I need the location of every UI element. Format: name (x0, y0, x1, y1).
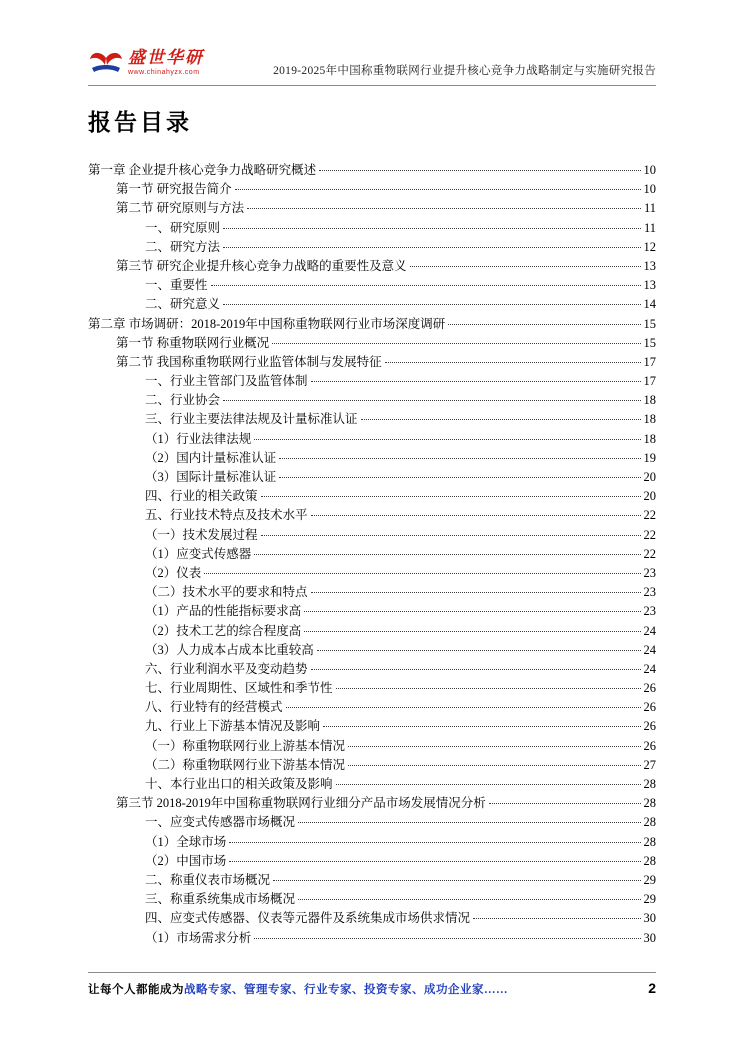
toc-page-number: 22 (643, 546, 656, 561)
toc-page-number: 23 (643, 604, 656, 619)
toc-dot-leader (489, 803, 641, 804)
toc-page-number: 11 (643, 201, 656, 216)
logo-website-url: www.chinahyzx.com (128, 69, 200, 76)
toc-entry-text: 四、应变式传感器、仪表等元器件及系统集成市场供求情况 (145, 911, 471, 926)
toc-page-number: 28 (643, 777, 656, 791)
toc-dot-leader (348, 765, 640, 766)
toc-dot-leader (204, 573, 640, 574)
toc-entry[interactable] (88, 334, 656, 353)
toc-dot-leader (410, 266, 641, 267)
toc-entry[interactable] (88, 679, 656, 698)
toc-page-number: 20 (643, 470, 656, 484)
toc-dot-leader (311, 669, 641, 670)
toc-dot-leader (223, 247, 640, 248)
toc-entry[interactable] (88, 717, 656, 736)
logo-texts (128, 48, 204, 77)
toc-entry-text: 五、行业技术特点及技术水平 (145, 508, 308, 523)
toc-entry[interactable] (88, 161, 656, 180)
page-header (88, 0, 656, 86)
toc-page-number: 28 (643, 815, 656, 830)
toc-dot-leader (279, 458, 640, 459)
toc-entry-text: 三、行业主要法律法规及计量标准认证 (145, 412, 358, 427)
toc-entry-text: （1）应变式传感器 (145, 546, 252, 561)
page-title: 报告目录 (88, 110, 192, 135)
toc-entry-text: （一）技术发展过程 (145, 527, 258, 542)
company-logo (88, 48, 204, 80)
toc-dot-leader (254, 439, 640, 440)
toc-entry[interactable] (88, 756, 656, 775)
toc-entry[interactable] (88, 276, 656, 295)
toc-page-number: 26 (643, 700, 656, 715)
toc-entry-text: （1）行业法律法规 (145, 431, 252, 446)
toc-page-number: 29 (643, 872, 656, 887)
toc-entry-text: 一、行业主管部门及监管体制 (145, 374, 308, 389)
toc-entry-text: （1）产品的性能指标要求高 (145, 604, 302, 619)
report-title: 2019-2025年中国称重物联网行业提升核心竞争力战略制定与实施研究报告 (273, 65, 656, 77)
toc-dot-leader (235, 189, 641, 190)
toc-dot-leader (323, 726, 640, 727)
toc-dot-leader (311, 381, 641, 382)
toc-entry[interactable] (88, 929, 656, 948)
toc-entry-text: 八、行业特有的经营模式 (145, 700, 283, 715)
toc-entry[interactable] (88, 660, 656, 679)
toc-dot-leader (279, 477, 640, 478)
toc-dot-leader (298, 899, 640, 900)
toc-dot-leader (304, 631, 640, 632)
toc-entry-text: 第三节 研究企业提升核心竞争力战略的重要性及意义 (116, 258, 407, 273)
toc-entry-text: （2）仪表 (145, 565, 202, 580)
toc-dot-leader (317, 650, 641, 651)
toc-entry[interactable] (88, 698, 656, 717)
toc-entry-text: 一、研究原则 (145, 220, 221, 235)
toc-dot-leader (254, 938, 640, 939)
toc-page-number: 17 (643, 374, 656, 389)
toc-page-number: 30 (643, 911, 656, 926)
toc-entry[interactable] (88, 180, 656, 199)
toc-entry[interactable] (88, 238, 656, 257)
toc-entry-text: 第二节 研究原则与方法 (116, 201, 245, 216)
toc-entry-text: 一、应变式传感器市场概况 (145, 815, 296, 830)
toc-entry[interactable] (88, 852, 656, 871)
toc-page-number: 13 (643, 258, 656, 273)
toc-entry[interactable] (88, 257, 656, 276)
toc-dot-leader (304, 611, 640, 612)
toc-entry[interactable] (88, 219, 656, 238)
toc-entry-text: 第一节 研究报告简介 (116, 182, 232, 197)
toc-entry[interactable] (88, 545, 656, 564)
toc-entry-text: （二）技术水平的要求和特点 (145, 585, 308, 600)
toc-page-number: 28 (643, 853, 656, 868)
toc-page-number: 20 (643, 489, 656, 504)
toc-page-number: 28 (643, 796, 656, 811)
toc-entry-text: （2）国内计量标准认证 (145, 450, 277, 465)
toc-entry-text: 二、行业协会 (145, 393, 221, 408)
toc-dot-leader (311, 592, 641, 593)
toc-page-number: 24 (643, 623, 656, 638)
toc-page-number: 14 (643, 297, 656, 312)
toc-page-number: 24 (643, 642, 656, 657)
toc-dot-leader (311, 515, 641, 516)
toc-entry[interactable] (88, 641, 656, 660)
toc-page-number: 22 (643, 508, 656, 523)
toc-entry-text: 第二章 市场调研：2018-2019年中国称重物联网行业市场深度调研 (88, 316, 446, 331)
toc-page-number: 24 (643, 661, 656, 676)
toc-dot-leader (286, 707, 641, 708)
footer-slogan-prefix: 让每个人都能成为 (88, 984, 184, 996)
toc-dot-leader (223, 304, 640, 305)
toc-entry[interactable] (88, 391, 656, 410)
toc-entry[interactable] (88, 506, 656, 525)
toc-page-number: 12 (643, 239, 656, 254)
toc-entry[interactable] (88, 871, 656, 890)
toc-entry[interactable] (88, 794, 656, 813)
toc-page-number: 26 (643, 738, 656, 753)
toc-page-number: 28 (643, 834, 656, 849)
logo-book-icon (88, 50, 124, 80)
toc-entry[interactable] (88, 449, 656, 468)
toc-page-number: 10 (643, 182, 656, 197)
toc-dot-leader (211, 285, 641, 286)
toc-dot-leader (473, 918, 640, 919)
toc-entry-text: （3）人力成本占成本比重较高 (145, 642, 314, 657)
toc-page-number: 10 (643, 163, 656, 177)
toc-entry-text: （2）中国市场 (145, 853, 227, 868)
toc-entry[interactable] (88, 372, 656, 391)
toc-dot-leader (319, 170, 640, 171)
toc-entry[interactable] (88, 890, 656, 909)
toc-dot-leader (261, 535, 641, 536)
toc-page-number: 26 (643, 681, 656, 696)
toc-dot-leader (254, 554, 640, 555)
toc-entry[interactable] (88, 583, 656, 602)
toc-page-number: 29 (643, 892, 656, 907)
toc-page-number: 18 (643, 393, 656, 408)
toc-entry-text: （2）技术工艺的综合程度高 (145, 623, 302, 638)
toc-dot-leader (273, 880, 640, 881)
toc-entry[interactable] (88, 737, 656, 756)
logo-company-name: 盛世华研 (128, 48, 204, 67)
toc-entry[interactable] (88, 295, 656, 314)
toc-page-number: 26 (643, 719, 656, 734)
toc-entry[interactable] (88, 909, 656, 928)
toc-page-number: 17 (643, 354, 656, 369)
toc-page-number: 19 (643, 450, 656, 465)
toc-entry-text: 六、行业利润水平及变动趋势 (145, 661, 308, 676)
toc-entry[interactable] (88, 564, 656, 583)
toc-entry[interactable] (88, 775, 656, 794)
page-footer (88, 972, 656, 997)
footer-slogan-highlight: 战略专家、管理专家、行业专家、投资专家、成功企业家…… (184, 984, 508, 996)
toc-entry-text: （一）称重物联网行业上游基本情况 (145, 738, 346, 753)
toc-dot-leader (336, 784, 641, 785)
toc-entry-text: 二、研究方法 (145, 239, 221, 254)
footer-slogan (88, 981, 508, 997)
toc-list (88, 161, 656, 948)
toc-entry-text: （1）市场需求分析 (145, 930, 252, 945)
toc-page-number: 11 (643, 220, 656, 235)
toc-entry-text: 九、行业上下游基本情况及影响 (145, 719, 321, 734)
toc-entry[interactable] (88, 622, 656, 641)
toc-page-number: 30 (643, 930, 656, 945)
toc-dot-leader (336, 688, 641, 689)
toc-entry-text: 第一章 企业提升核心竞争力战略研究概述 (88, 163, 317, 177)
toc-entry-text: （1）全球市场 (145, 834, 227, 849)
toc-page-number: 15 (643, 335, 656, 350)
toc-entry[interactable] (88, 526, 656, 545)
toc-entry-text: 第二节 我国称重物联网行业监管体制与发展特征 (116, 354, 382, 369)
toc-entry-text: 十、本行业出口的相关政策及影响 (145, 777, 333, 791)
toc-entry-text: 七、行业周期性、区域性和季节性 (145, 681, 333, 696)
toc-dot-leader (348, 746, 640, 747)
toc-page-number: 23 (643, 565, 656, 580)
toc-dot-leader (261, 496, 641, 497)
toc-entry[interactable] (88, 315, 656, 334)
toc-page-number: 22 (643, 527, 656, 542)
toc-entry[interactable] (88, 430, 656, 449)
toc-dot-leader (223, 400, 640, 401)
toc-dot-leader (223, 228, 641, 229)
toc-entry-text: 二、称重仪表市场概况 (145, 872, 271, 887)
toc-entry-text: 四、行业的相关政策 (145, 489, 258, 504)
toc-page-number: 27 (643, 757, 656, 772)
page-number: 2 (648, 980, 656, 996)
toc-page-number: 18 (643, 431, 656, 446)
toc-dot-leader (229, 842, 640, 843)
toc-page-number: 15 (643, 316, 656, 331)
toc-entry-text: 第三节 2018-2019年中国称重物联网行业细分产品市场发展情况分析 (116, 796, 486, 811)
toc-entry[interactable] (88, 487, 656, 506)
toc-entry-text: 一、重要性 (145, 278, 208, 293)
toc-dot-leader (448, 324, 640, 325)
toc-entry[interactable] (88, 468, 656, 487)
toc-entry[interactable] (88, 353, 656, 372)
toc-page-number: 23 (643, 585, 656, 600)
toc-entry[interactable] (88, 410, 656, 429)
toc-entry-text: 三、称重系统集成市场概况 (145, 892, 296, 907)
toc-dot-leader (385, 362, 641, 363)
toc-dot-leader (272, 343, 640, 344)
toc-entry[interactable] (88, 813, 656, 832)
toc-dot-leader (247, 208, 641, 209)
toc-entry-text: 第一节 称重物联网行业概况 (116, 335, 270, 350)
toc-dot-leader (229, 861, 640, 862)
toc-entry-text: （二）称重物联网行业下游基本情况 (145, 757, 346, 772)
toc-page-number: 18 (643, 412, 656, 427)
toc-dot-leader (298, 822, 640, 823)
toc-page-number: 13 (643, 278, 656, 293)
toc-entry[interactable] (88, 199, 656, 218)
toc-entry[interactable] (88, 833, 656, 852)
toc-entry-text: 二、研究意义 (145, 297, 221, 312)
toc-entry-text: （3）国际计量标准认证 (145, 470, 277, 484)
toc-dot-leader (361, 419, 641, 420)
toc-entry[interactable] (88, 602, 656, 621)
